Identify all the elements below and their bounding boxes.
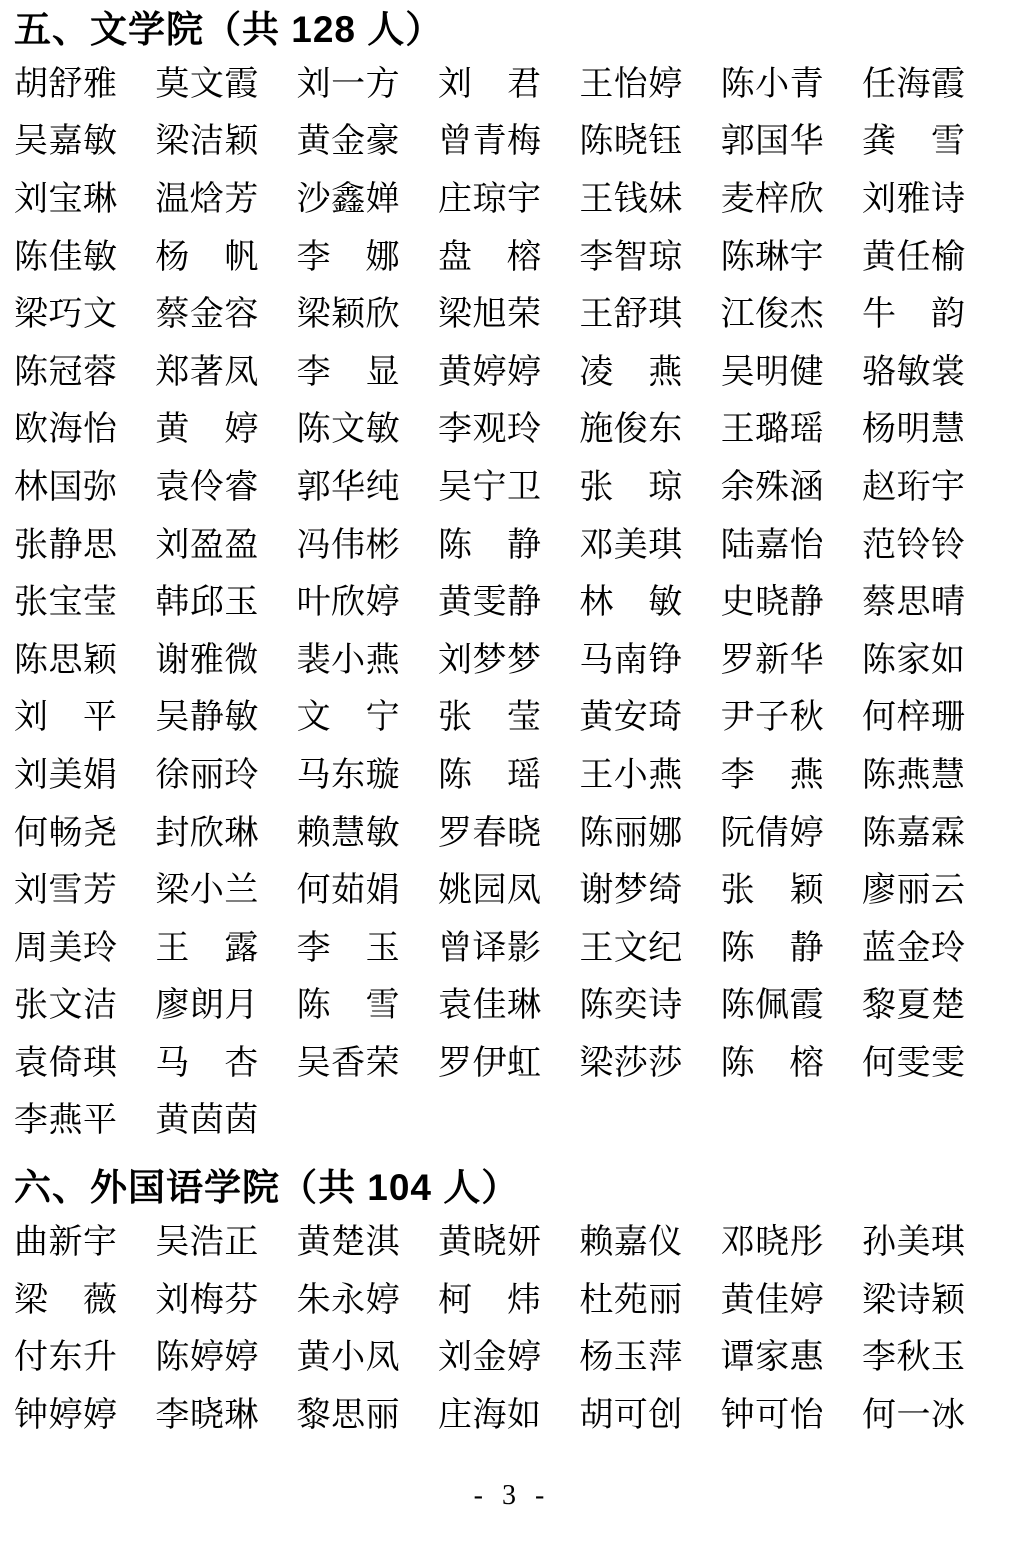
student-name: 梁诗颖 — [861, 1281, 966, 1319]
section-heading-foreign-languages: 六、外国语学院（共 104 人） — [14, 1167, 520, 1209]
student-name: 钟婷婷 — [14, 1396, 118, 1434]
student-name: 姚园凤 — [437, 872, 542, 910]
student-name: 柯 炜 — [437, 1281, 542, 1319]
student-name: 封欣琳 — [155, 814, 259, 852]
student-name: 李 娜 — [296, 238, 401, 276]
student-name: 刘 平 — [14, 699, 118, 737]
student-name: 冯伟彬 — [296, 526, 401, 564]
student-name: 黄任榆 — [861, 238, 966, 276]
student-name: 刘 君 — [437, 65, 542, 103]
student-name: 陈文敏 — [296, 411, 401, 449]
student-name: 陈佩霞 — [720, 987, 825, 1025]
student-name: 李 玉 — [296, 929, 401, 967]
student-name: 李智琼 — [579, 238, 683, 276]
student-name: 朱永婷 — [296, 1281, 401, 1319]
student-name: 麦梓欣 — [720, 180, 825, 218]
student-name: 李 显 — [296, 353, 401, 391]
student-name: 陈 静 — [720, 929, 825, 967]
student-name: 刘梅芬 — [155, 1281, 259, 1319]
student-name: 马 杏 — [155, 1044, 259, 1082]
student-name: 李燕平 — [14, 1102, 118, 1140]
student-name: 何畅尧 — [14, 814, 118, 852]
student-name: 林 敏 — [579, 584, 683, 622]
student-name: 陈家如 — [861, 641, 966, 679]
student-name: 李观玲 — [437, 411, 542, 449]
student-name: 陈奕诗 — [579, 987, 683, 1025]
student-name: 陈思颖 — [14, 641, 118, 679]
student-name: 黄楚淇 — [296, 1224, 401, 1262]
student-name: 林国弥 — [14, 468, 118, 506]
student-name: 刘美娟 — [14, 756, 118, 794]
student-name: 陈 静 — [437, 526, 542, 564]
student-name: 韩邱玉 — [155, 584, 259, 622]
student-name: 陈琳宇 — [720, 238, 825, 276]
student-name: 陈佳敏 — [14, 238, 118, 276]
student-name: 赖嘉仪 — [579, 1224, 683, 1262]
student-name: 胡舒雅 — [14, 65, 118, 103]
student-name: 马东璇 — [296, 756, 401, 794]
student-name: 梁巧文 — [14, 296, 118, 334]
student-name: 刘金婷 — [437, 1339, 542, 1377]
student-name: 曾青梅 — [437, 123, 542, 161]
student-name: 何梓珊 — [861, 699, 966, 737]
page-number: - 3 - — [473, 1480, 551, 1511]
student-name: 梁小兰 — [155, 872, 259, 910]
student-name: 阮倩婷 — [720, 814, 825, 852]
student-name: 廖朗月 — [155, 987, 259, 1025]
student-name: 尹子秋 — [720, 699, 825, 737]
student-name: 钟可怡 — [720, 1396, 825, 1434]
student-name: 梁颖欣 — [296, 296, 401, 334]
student-name: 庄琼宇 — [437, 180, 542, 218]
student-name: 杨 帆 — [155, 238, 259, 276]
student-name: 谭家惠 — [720, 1339, 825, 1377]
student-name: 黄小凤 — [296, 1339, 401, 1377]
student-name: 曾译影 — [437, 929, 542, 967]
student-name: 周美玲 — [14, 929, 118, 967]
student-name: 张宝莹 — [14, 584, 118, 622]
student-name: 刘一方 — [296, 65, 401, 103]
student-name: 马南铮 — [579, 641, 683, 679]
student-name: 黄婷婷 — [437, 353, 542, 391]
student-name: 蔡思晴 — [861, 584, 966, 622]
student-name: 张 颖 — [720, 872, 825, 910]
student-name: 黎思丽 — [296, 1396, 401, 1434]
student-name: 凌 燕 — [579, 353, 683, 391]
student-name: 袁伶睿 — [155, 468, 259, 506]
student-name: 刘雪芳 — [14, 872, 118, 910]
student-name: 张文洁 — [14, 987, 118, 1025]
student-name: 王璐瑶 — [720, 411, 825, 449]
section-heading-literature: 五、文学院（共 128 人） — [14, 9, 444, 50]
student-name: 龚 雪 — [861, 123, 966, 161]
student-name: 蓝金玲 — [861, 929, 966, 967]
student-name: 曲新宇 — [14, 1224, 118, 1262]
student-name: 温焓芳 — [155, 180, 259, 218]
student-name: 黄茵茵 — [155, 1102, 259, 1140]
student-name: 陈燕慧 — [861, 756, 966, 794]
student-name: 牛 韵 — [861, 296, 966, 334]
student-name: 郑著凤 — [155, 353, 259, 391]
student-name: 王舒琪 — [579, 296, 683, 334]
student-name: 李秋玉 — [861, 1339, 966, 1377]
student-name: 袁倚琪 — [14, 1044, 118, 1082]
student-name: 袁佳琳 — [437, 987, 542, 1025]
student-name: 梁 薇 — [14, 1281, 118, 1319]
student-name: 陈小青 — [720, 65, 825, 103]
student-name: 黄金豪 — [296, 123, 401, 161]
student-name: 赖慧敏 — [296, 814, 401, 852]
student-name: 陈 雪 — [296, 987, 401, 1025]
student-name: 范铃铃 — [861, 526, 966, 564]
student-name: 罗新华 — [720, 641, 825, 679]
student-name: 吴嘉敏 — [14, 123, 118, 161]
student-name: 史晓静 — [720, 584, 825, 622]
student-name: 徐丽玲 — [155, 756, 259, 794]
student-name: 黎夏楚 — [861, 987, 966, 1025]
student-name: 吴宁卫 — [437, 468, 542, 506]
student-name: 孙美琪 — [861, 1224, 966, 1262]
student-name: 刘雅诗 — [861, 180, 966, 218]
student-name: 陈嘉霖 — [861, 814, 966, 852]
student-name: 邓美琪 — [579, 526, 683, 564]
student-name: 刘梦梦 — [437, 641, 542, 679]
student-name: 沙鑫婵 — [296, 180, 401, 218]
student-name: 江俊杰 — [720, 296, 825, 334]
student-name: 张 莹 — [437, 699, 542, 737]
student-name: 梁洁颖 — [155, 123, 259, 161]
student-name: 郭华纯 — [296, 468, 401, 506]
student-name: 陈晓钰 — [579, 123, 683, 161]
student-name: 杜苑丽 — [579, 1281, 683, 1319]
student-name: 余殊涵 — [720, 468, 825, 506]
student-name: 王怡婷 — [579, 65, 683, 103]
student-name: 黄雯静 — [437, 584, 542, 622]
student-name: 盘 榕 — [437, 238, 542, 276]
name-grid-foreign-languages — [14, 1214, 966, 1444]
student-name: 陆嘉怡 — [720, 526, 825, 564]
student-name: 杨明慧 — [861, 411, 966, 449]
student-name: 黄 婷 — [155, 411, 259, 449]
student-name: 谢雅微 — [155, 641, 259, 679]
student-name: 黄晓妍 — [437, 1224, 542, 1262]
student-name: 黄佳婷 — [720, 1281, 825, 1319]
student-name: 张 琼 — [579, 468, 683, 506]
student-name: 骆敏裳 — [861, 353, 966, 391]
student-name: 陈婷婷 — [155, 1339, 259, 1377]
student-name: 何一冰 — [861, 1396, 966, 1434]
student-name: 何茹娟 — [296, 872, 401, 910]
student-name: 陈 榕 — [720, 1044, 825, 1082]
student-name: 罗伊虹 — [437, 1044, 542, 1082]
student-name: 王钱妹 — [579, 180, 683, 218]
student-name: 文 宁 — [296, 699, 401, 737]
student-name: 李晓琳 — [155, 1396, 259, 1434]
student-name: 蔡金容 — [155, 296, 259, 334]
student-name: 谢梦绮 — [579, 872, 683, 910]
student-name: 李 燕 — [720, 756, 825, 794]
student-name: 梁旭荣 — [437, 296, 542, 334]
student-name: 王文纪 — [579, 929, 683, 967]
student-name: 郭国华 — [720, 123, 825, 161]
student-name: 罗春晓 — [437, 814, 542, 852]
student-name: 叶欣婷 — [296, 584, 401, 622]
student-name: 裴小燕 — [296, 641, 401, 679]
student-name: 张静思 — [14, 526, 118, 564]
student-name: 王 露 — [155, 929, 259, 967]
student-name: 吴浩正 — [155, 1224, 259, 1262]
student-name: 刘宝琳 — [14, 180, 118, 218]
student-name: 黄安琦 — [579, 699, 683, 737]
student-name: 梁莎莎 — [579, 1044, 683, 1082]
student-name: 陈丽娜 — [579, 814, 683, 852]
student-name: 胡可创 — [579, 1396, 683, 1434]
student-name: 施俊东 — [579, 411, 683, 449]
student-name: 付东升 — [14, 1339, 118, 1377]
student-name: 陈冠蓉 — [14, 353, 118, 391]
student-name: 廖丽云 — [861, 872, 966, 910]
student-name: 莫文霞 — [155, 65, 259, 103]
student-name: 吴香荣 — [296, 1044, 401, 1082]
student-name: 杨玉萍 — [579, 1339, 683, 1377]
student-name: 何雯雯 — [861, 1044, 966, 1082]
name-grid-literature — [14, 56, 966, 1150]
student-name: 吴明健 — [720, 353, 825, 391]
student-name: 欧海怡 — [14, 411, 118, 449]
student-name: 王小燕 — [579, 756, 683, 794]
student-name: 任海霞 — [861, 65, 966, 103]
student-name: 庄海如 — [437, 1396, 542, 1434]
student-name: 吴静敏 — [155, 699, 259, 737]
student-name: 邓晓彤 — [720, 1224, 825, 1262]
student-name: 刘盈盈 — [155, 526, 259, 564]
student-name: 陈 瑶 — [437, 756, 542, 794]
student-name: 赵珩宇 — [861, 468, 966, 506]
